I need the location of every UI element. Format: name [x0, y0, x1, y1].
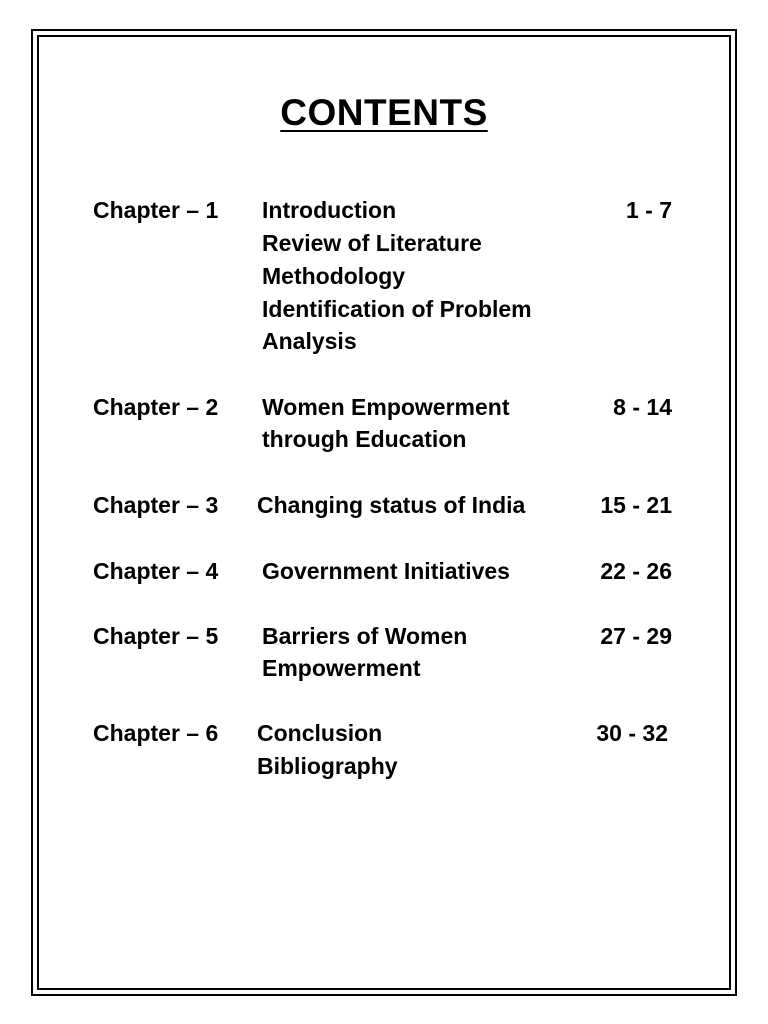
chapter-5-pages: 27 - 29	[600, 623, 672, 649]
chapter-1-topic-3: Methodology	[262, 263, 406, 289]
chapter-4-pages: 22 - 26	[600, 558, 672, 584]
chapter-1-topic-5: Analysis	[262, 328, 357, 354]
chapter-4-topic-1: Government Initiatives	[262, 558, 510, 584]
chapter-5-label: Chapter – 5	[93, 623, 219, 649]
chapter-3-label: Chapter – 3	[93, 492, 219, 518]
chapter-1-topic-2: Review of Literature	[262, 230, 482, 256]
chapter-2-topic-2: through Education	[262, 426, 467, 452]
chapter-3-topic-1: Changing status of India	[257, 492, 526, 518]
chapter-5-topic-2: Empowerment	[262, 655, 421, 681]
chapter-1-topic-4: Identification of Problem	[262, 296, 532, 322]
contents-heading	[0, 92, 768, 134]
contents-title: CONTENTS	[280, 92, 488, 133]
chapter-1-label: Chapter – 1	[93, 197, 219, 223]
chapter-6-pages: 30 - 32	[596, 720, 668, 746]
chapter-2-label: Chapter – 2	[93, 394, 219, 420]
chapter-1-pages: 1 - 7	[625, 197, 672, 223]
chapter-2-topic-1: Women Empowerment	[262, 394, 510, 420]
chapter-2-pages: 8 - 14	[613, 394, 672, 420]
chapter-6-topic-2: Bibliography	[257, 753, 398, 779]
chapter-6-label: Chapter – 6	[93, 720, 219, 746]
chapter-1-topic-1: Introduction	[262, 197, 397, 223]
chapter-3-pages: 15 - 21	[600, 492, 672, 518]
chapter-6-topic-1: Conclusion	[257, 720, 383, 746]
chapter-5-topic-1: Barriers of Women	[262, 623, 468, 649]
chapter-4-label: Chapter – 4	[93, 558, 219, 584]
